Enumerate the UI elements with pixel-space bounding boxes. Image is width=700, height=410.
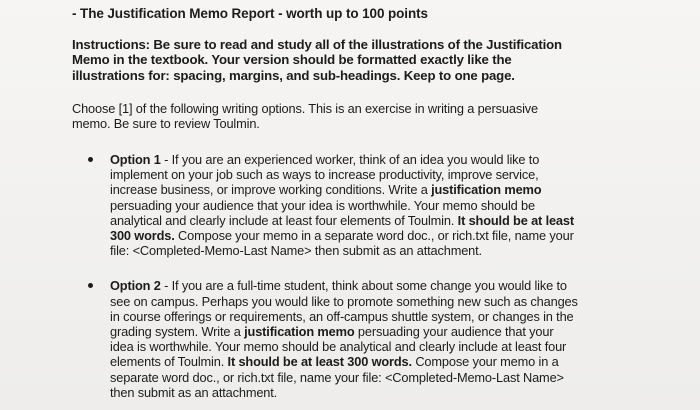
option-2-label: Option 2	[110, 278, 161, 294]
option-2-text-a: - If you are a full-time student, think about some change you would like to see on campus. Perhaps you would like to promote something new such as changes in course offerings or requirements, an off-campus shuttle system, or changes in the grading system. Write a	[110, 278, 578, 340]
options-list	[72, 152, 592, 400]
option-1-text-c: Compose your memo in a separate word doc., or rich.txt file, name your file: <Completed-Memo-Last Name> then submit as an attachment.	[110, 228, 574, 259]
option-2-item	[72, 278, 580, 400]
option-1-label: Option 1	[110, 152, 161, 167]
option-2-text-c: Compose your memo in a separate word doc., or rich.txt file, name your file: <Completed-Memo-Last Name> then submit as an attachment.	[110, 354, 564, 400]
option-2-text-b: persuading your audience that your idea is worthwhile. Your memo should be analytical and clearly include at least four elements of Toulmin.	[110, 324, 567, 370]
option-1-bold-justification-memo: justification memo	[431, 182, 542, 198]
choose-option-paragraph: Choose [1] of the following writing options. This is an exercise in writing a persuasive memo. Be sure to review Toulmin.	[72, 101, 538, 132]
bullet-icon	[88, 283, 93, 288]
option-1-bold-word-count: It should be at least 300 words.	[110, 212, 574, 244]
option-2-bold-justification-memo: justification memo	[244, 324, 355, 340]
instructions-paragraph: Instructions: Be sure to read and study all of the illustrations of the Justification Memo in the textbook. Your version should be formatted exactly like the illustrations for: spacing, margins, and sub-headings. Keep to one page.	[72, 37, 562, 83]
option-1-text-b: persuading your audience that your idea is worthwhile. Your memo should be analytical and clearly include at least four elements of Toulmin.	[110, 197, 535, 228]
bullet-icon	[88, 157, 93, 162]
option-1-text-a: - If you are an experienced worker, think of an idea you would like to implement on your job such as ways to increase productivity, improve service, increase business, or improve working conditions. Write a	[110, 152, 540, 198]
page-title: - The Justification Memo Report - worth up to 100 points	[72, 6, 428, 21]
option-1-item	[72, 152, 580, 258]
option-2-bold-word-count: It should be at least 300 words.	[227, 354, 412, 370]
